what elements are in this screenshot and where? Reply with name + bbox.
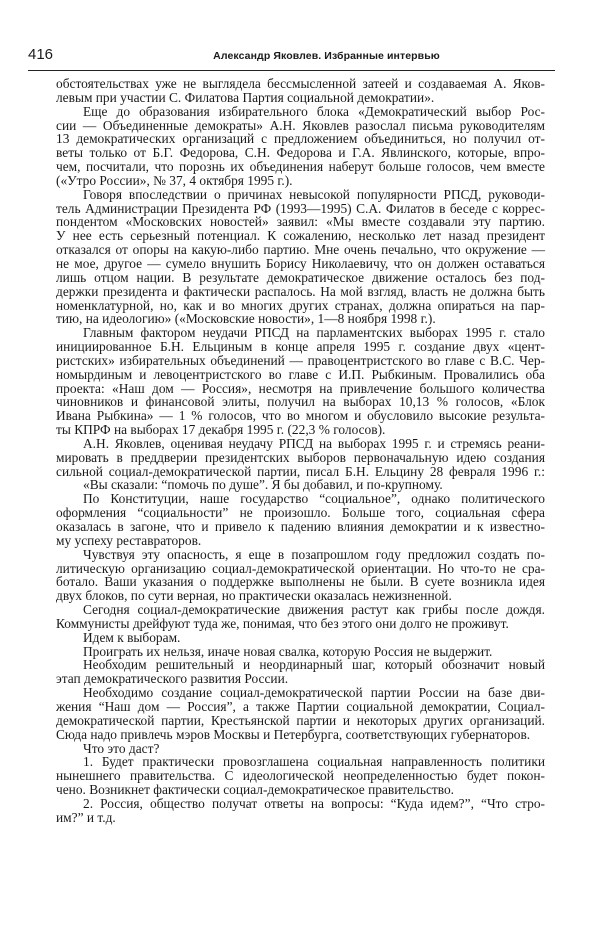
paragraph xyxy=(56,797,545,825)
text-line: Сегодня социал-демократические движения растут как грибы после дождя. xyxy=(83,602,545,618)
paragraph xyxy=(56,645,545,659)
text-line: Идем к выборам. xyxy=(83,629,181,645)
text-line: жения “Наш дом — Россия”, а также Партии социальной демократии, Социал- xyxy=(56,698,545,714)
paragraph xyxy=(56,188,545,326)
text-line: Проиграть их нельзя, иначе новая свалка, которую Россия не выдержит. xyxy=(83,643,493,659)
text-line: не мое, другое — сумело внушить Борису Николаевичу, что он должен оставаться xyxy=(56,255,545,271)
text-line: чиновников и финансовой элиты, получил на выборах 10,13 % голосов, «Блок xyxy=(56,394,545,410)
text-line: Коммунисты дрейфуют туда же, понимая, что без этого они долго не проживут. xyxy=(56,615,509,631)
text-line: отказался от опоры на какую-либо партию. Мне очень печально, что окружение — xyxy=(56,242,545,258)
text-line: обстоятельствах уже не выглядела бессмысленной затеей и создаваемая А. Яков- xyxy=(56,76,545,91)
text-line: чем, посчитали, что порознь их объединения наберут больше голосов, чем вместе xyxy=(56,159,545,175)
paragraph xyxy=(56,742,545,756)
text-line: нынешнего правительства. С идеологической неопределенностью будет покон- xyxy=(56,768,545,784)
text-line: («Утро России», № 37, 4 октября 1995 г.). xyxy=(56,172,293,188)
text-line: двух блоков, по сути верная, но практически оказалась нежизненной. xyxy=(56,588,452,604)
text-line: ристских» избирательных объединений — правоцентристского во главе с В.С. Чер- xyxy=(56,352,545,368)
text-line: 13 демократических организаций с предложением объединиться, но получил от- xyxy=(56,131,545,147)
text-line: им?” и т.д. xyxy=(56,809,116,825)
paragraph xyxy=(56,437,545,479)
text-line: Говоря впоследствии о причинах невысокой популярности РПСД, руководи- xyxy=(83,186,545,202)
text-line: тию, на идеологию» («Московские новости», 1—8 ноября 1998 г.). xyxy=(56,311,436,327)
text-line: Чувствуя эту опасность, я еще в позапрошлом году предложил создать по- xyxy=(83,546,545,562)
paragraph xyxy=(56,77,545,105)
text-line: Сюда надо привлечь мэров Москвы и Петербурга, соответствующих губернаторов. xyxy=(56,726,531,742)
text-line: Что это даст? xyxy=(83,740,160,756)
text-line: левым при участии С. Филатова Партия социальной демократии». xyxy=(56,89,435,105)
text-line: литическую организацию социал-демократической ориентации. Но что-то не сра- xyxy=(56,560,545,576)
paragraph xyxy=(56,548,545,603)
text-line: демократической партии, Крестьянской партии и некоторых других организаций. xyxy=(56,712,545,728)
text-line: А.Н. Яковлев, оценивая неудачу РПСД на выборах 1995 г. и стремясь реани- xyxy=(83,435,545,451)
text-line: ты КПРФ на выборах 17 декабря 1995 г. (22,3 % голосов). xyxy=(56,422,386,438)
text-line: У нее есть серьезный потенциал. К сожалению, несколько лет назад президент xyxy=(56,228,545,244)
text-line: чено. Возникнет фактически социал-демократическое правительство. xyxy=(56,782,455,798)
text-line: оформления “социальности” не произошло. Больше того, социальная сфера xyxy=(56,505,545,521)
text-line: мировать в преддверии президентских выборов первоначальную идею создания xyxy=(56,449,545,465)
running-title: Александр Яковлев. Избранные интервью xyxy=(213,50,440,62)
text-line: 2. Россия, общество получат ответы на вопросы: “Куда идем?”, “Что стро- xyxy=(83,795,545,811)
text-line: веты только от Б.Г. Федорова, С.Н. Федорова и Г.А. Явлинского, которые, впро- xyxy=(56,145,545,161)
running-header xyxy=(28,44,555,71)
paragraph xyxy=(56,755,545,797)
paragraph xyxy=(56,658,545,686)
text-line: Необходим решительный и неординарный шаг, который обозначит новый xyxy=(83,657,545,673)
text-line: «Вы сказали: “помочь по душе”. Я бы добавил, и по-крупному. xyxy=(83,477,443,493)
paragraph xyxy=(56,105,545,188)
text-line: По Конституции, наше государство “социальное”, однако политического xyxy=(83,491,545,507)
text-line: номырдиным и левоцентристского во главе с И.П. Рыбкиным. Провалились оба xyxy=(56,366,545,382)
text-line: инициированное Б.Н. Ельциным в конце апреля 1995 г. создание двух «цент- xyxy=(56,339,545,355)
text-line: сильной социал-демократической партии, писал Б.Н. Ельцину 28 февраля 1996 г.: xyxy=(56,463,545,479)
text-line: номенклатурной, но, как и во многих других странах, должна опираться на пар- xyxy=(56,297,545,313)
text-line: Главным фактором неудачи РПСД на парламентских выборах 1995 г. стало xyxy=(83,325,545,341)
text-line: 1. Будет практически провозглашена социальная направленность политики xyxy=(83,754,545,770)
text-line: Необходимо создание социал-демократической партии России на базе дви- xyxy=(83,685,545,701)
text-line: лишь отцом нации. В результате демократическое движение осталось без под- xyxy=(56,269,545,285)
text-line: Еще до образования избирательного блока «Демократический выбор Рос- xyxy=(83,103,545,119)
paragraph xyxy=(56,492,545,547)
text-line: тель Администрации Президента РФ (1993—1995) С.А. Филатов в беседе с коррес- xyxy=(56,200,545,216)
text-line: ботало. Ваши указания о поддержке выполнены не были. В суете возникла идея xyxy=(56,574,545,590)
text-line: Ивана Рыбкина» — 1 % голосов, что во многом и обусловило высокие результа- xyxy=(56,408,545,424)
text-line: сии — Объединенные демократы» А.Н. Яковлев разослал письма руководителям xyxy=(56,117,545,133)
page-number: 416 xyxy=(28,46,54,63)
paragraph xyxy=(56,603,545,631)
text-line: держки президента и фактически распалось. На мой взгляд, власть не должна быть xyxy=(56,283,545,299)
page-body xyxy=(56,77,545,825)
text-line: проекта: «Наш дом — Россия», несмотря на привлечение большого количества xyxy=(56,380,545,396)
text-line: пондентом «Московских новостей» заявил: «Мы вместе создавали эту партию. xyxy=(56,214,545,230)
text-line: му успеху реставраторов. xyxy=(56,532,202,548)
text-line: оказалась в загоне, что и привело к падению влияния демократии и к известно- xyxy=(56,519,545,534)
paragraph xyxy=(56,326,545,437)
paragraph xyxy=(56,686,545,741)
paragraph xyxy=(56,478,545,492)
text-line: этап демократического развития России. xyxy=(56,671,289,687)
paragraph xyxy=(56,631,545,645)
